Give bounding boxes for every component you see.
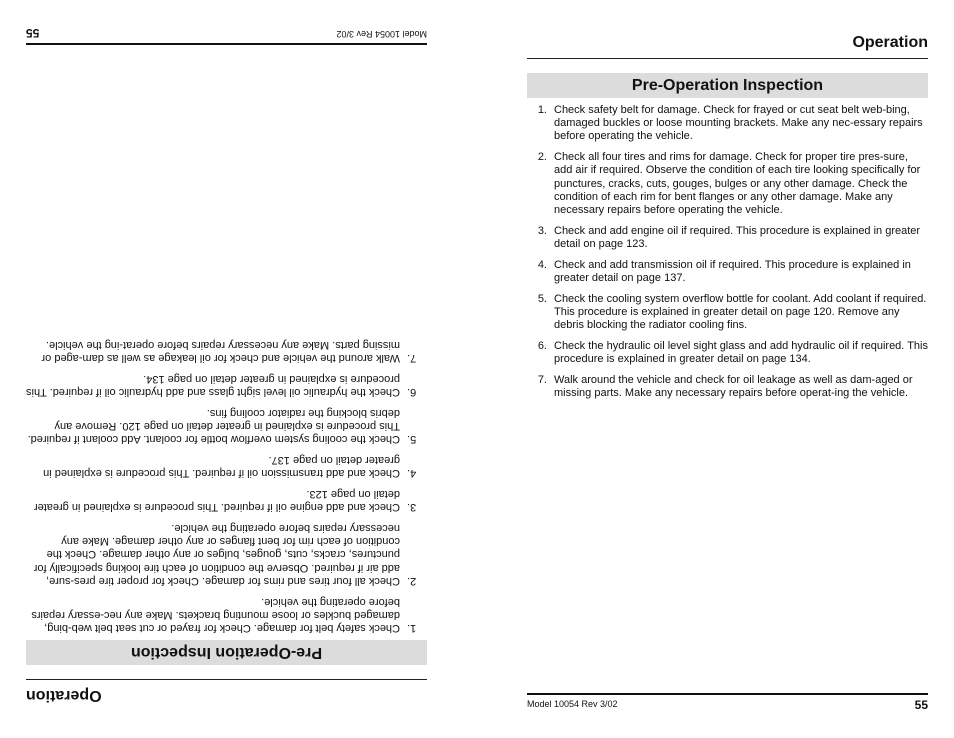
list-item — [527, 104, 928, 144]
step-text: Walk around the vehicle and check for oil leakage as well as dam-aged or missing parts. Make any necessary repairs before operat-ing the vehicle. — [554, 374, 913, 400]
list-item — [527, 374, 928, 400]
list-item — [26, 406, 427, 446]
page-number: 55 — [914, 698, 928, 712]
step-text: Walk around the vehicle and check for oil leakage as well as dam-aged or missing parts. Make any necessary repairs before operat-ing the vehicle. — [41, 338, 400, 364]
step-text: Check and add transmission oil if required. This procedure is explained in greater detail on page 137. — [554, 258, 911, 285]
step-text: Check the hydraulic oil level sight glass and add hydraulic oil if required. This procedure is explained in greater detail on page 134. — [26, 372, 400, 398]
list-item — [26, 487, 427, 513]
step-number: 5. — [537, 292, 547, 305]
step-text: Check and add engine oil if required. This procedure is explained in greater detail on page 123. — [33, 487, 400, 514]
step-number: 3. — [537, 224, 547, 237]
section-heading: Pre-Operation Inspection — [527, 73, 928, 98]
page-header-title: Operation — [26, 687, 102, 704]
step-text: Check safety belt for damage. Check for frayed or cut seat belt web-bing, damaged buckles or loose mounting brackets. Make any nec-essary repairs before operating the vehicle. — [31, 595, 400, 634]
step-text: Check the cooling system overflow bottle for coolant. Add coolant if required. This procedure is explained in greater detail on page 120. Remove any debris blocking the radiator cooling fins. — [27, 406, 400, 446]
list-item — [527, 225, 928, 251]
list-item — [527, 340, 928, 366]
header-rule — [527, 58, 928, 59]
page-header-title: Operation — [852, 34, 928, 51]
step-number: 3. — [407, 501, 417, 514]
step-number: 7. — [537, 374, 547, 387]
step-number: 1. — [407, 622, 417, 634]
list-item — [26, 521, 427, 587]
step-number: 5. — [407, 433, 417, 446]
list-item — [527, 259, 928, 285]
step-text: Check the hydraulic oil level sight glass and add hydraulic oil if required. This procedure is explained in greater detail on page 134. — [554, 340, 928, 366]
inspection-steps-list — [26, 330, 427, 634]
step-number: 6. — [537, 340, 547, 353]
footer-rule — [527, 693, 928, 695]
list-item — [527, 151, 928, 217]
list-item — [527, 293, 928, 333]
step-number: 6. — [407, 385, 417, 398]
step-number: 4. — [407, 467, 417, 480]
step-text: Check the cooling system overflow bottle for coolant. Add coolant if required. This procedure is explained in greater detail on page 120. Remove any debris blocking the radiator cooling fins. — [554, 292, 927, 332]
step-number: 4. — [537, 258, 547, 271]
step-text: Check safety belt for damage. Check for frayed or cut seat belt web-bing, damaged buckles or loose mounting brackets. Make any nec-essary repairs before operating the vehicle. — [554, 104, 923, 143]
footer-rule — [26, 43, 427, 45]
list-item — [26, 594, 427, 634]
step-number: 2. — [537, 151, 547, 164]
step-number: 2. — [407, 574, 417, 587]
step-text: Check all four tires and rims for damage. Check for proper tire pres-sure, add air if required. Observe the condition of each tire looking specifically for punctures, cracks, cuts, gouges, bulges or any other damage. Check the condition of each rim for bent flanges or any other damage. Make any necessary repairs before operating the vehicle. — [33, 521, 400, 587]
list-item — [26, 372, 427, 398]
step-text: Check and add engine oil if required. This procedure is explained in greater detail on page 123. — [554, 224, 921, 251]
right-page — [477, 0, 954, 738]
inspection-steps-list — [527, 104, 928, 408]
step-text: Check all four tires and rims for damage. Check for proper tire pres-sure, add air if required. Observe the condition of each tire looking specifically for punctures, cracks, cuts, gouges, bulges or any other damage. Check the condition of each rim for bent flanges or any other damage. Make any necessary repairs before operating the vehicle. — [554, 151, 921, 217]
step-number: 7. — [407, 351, 417, 364]
page-number: 55 — [26, 26, 40, 40]
footer-model-revision: Model 10054 Rev 3/02 — [527, 699, 618, 709]
header-rule — [26, 679, 427, 680]
list-item — [26, 453, 427, 479]
list-item — [26, 338, 427, 364]
footer-model-revision: Model 10054 Rev 3/02 — [336, 29, 427, 39]
step-text: Check and add transmission oil if required. This procedure is explained in greater detail on page 137. — [43, 453, 400, 480]
section-heading: Pre-Operation Inspection — [26, 640, 427, 665]
step-number: 1. — [537, 104, 547, 116]
